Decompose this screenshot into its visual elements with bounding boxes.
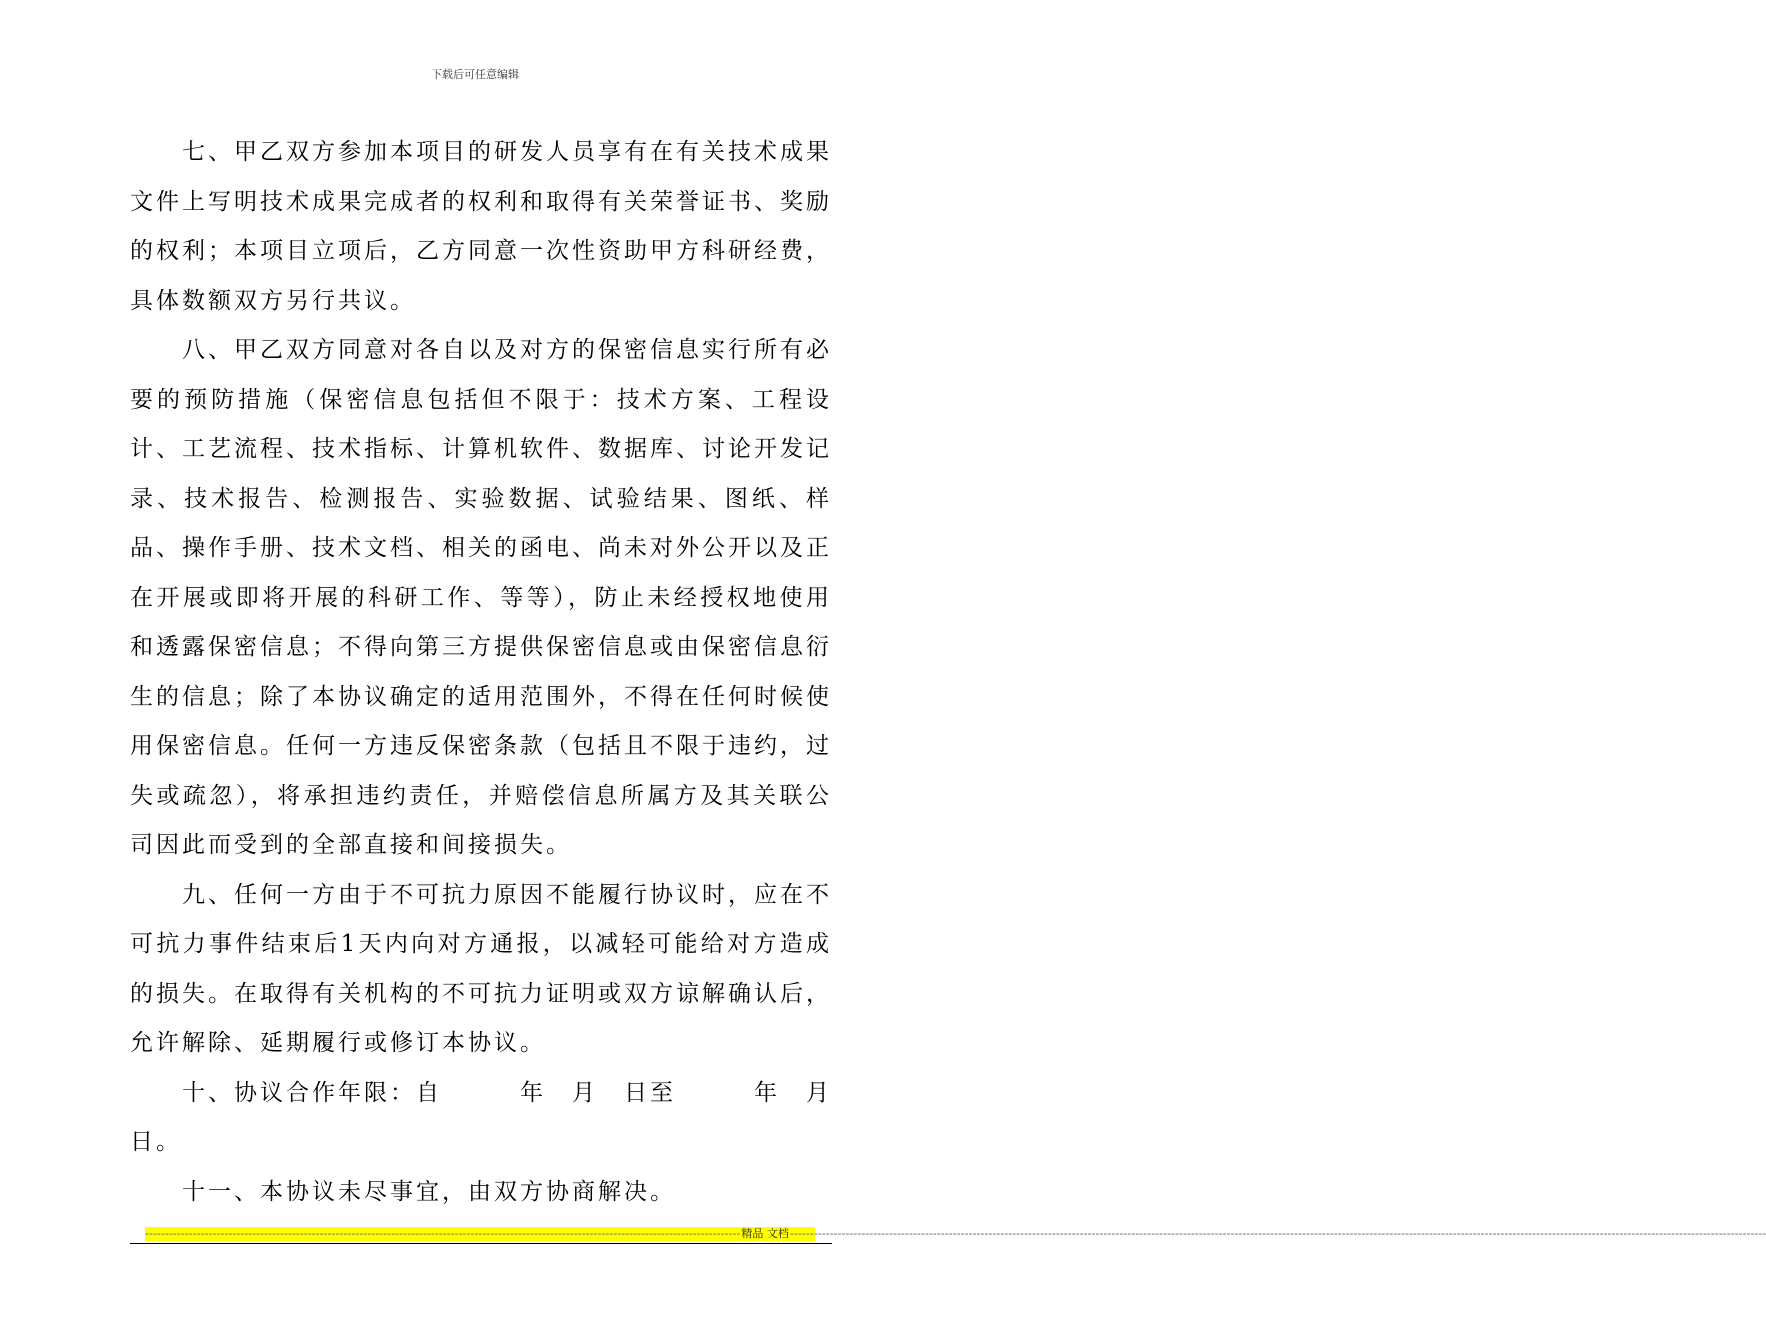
- footer-watermark-band: [145, 1227, 1766, 1241]
- clause-7-paragraph: 七、甲乙双方参加本项目的研发人员享有在有关技术成果文件上写明技术成果完成者的权利和取得有关荣誉证书、奖励的权利；本项目立项后，乙方同意一次性资助甲方科研经费，具体数额双方另行共议。: [130, 139, 832, 314]
- page-header-note: 下载后可任意编辑: [431, 68, 519, 81]
- clause-10-paragraph: 十、协议合作年限：自 年 月 日至 年 月日。: [130, 1079, 832, 1155]
- footer-divider-line: [130, 1243, 832, 1244]
- clause-8-paragraph: 八、甲乙双方同意对各自以及对方的保密信息实行所有必要的预防措施（保密信息包括但不限于：技术方案、工程设计、工艺流程、技术指标、计算机软件、数据库、讨论开发记录、技术报告、检测报告、实验数据、试验结果、图纸、样品、操作手册、技术文档、相关的函电、尚未对外公开以及正在开展或即将开展的科研工作、等等），防止未经授权地使用和透露保密信息；不得向第三方提供保密信息或由保密信息衍生的信息；除了本协议确定的适用范围外，不得在任何时候使用保密信息。任何一方违反保密条款（包括且不限于违约，过失或疏忽），将承担违约责任，并赔偿信息所属方及其关联公司因此而受到的全部直接和间接损失。: [130, 337, 832, 858]
- footer-dash-right: ------------------------------------------------------------------------------------------------------------------------------------------------------------------------------------------------------------------------------------------------------: [789, 1227, 1766, 1240]
- clause-11-paragraph: 十一、本协议未尽事宜，由双方协商解决。: [182, 1178, 676, 1205]
- document-body: [130, 128, 832, 1217]
- footer-label: 精品 文档: [741, 1227, 789, 1240]
- footer-dash-left: ------------------------------------------------------------------------------------------------------------------------------------------------------: [145, 1227, 741, 1240]
- clause-9-paragraph: 九、任何一方由于不可抗力原因不能履行协议时，应在不可抗力事件结束后1天内向对方通报，以减轻可能给对方造成的损失。在取得有关机构的不可抗力证明或双方谅解确认后，允许解除、延期履行或修订本协议。: [130, 881, 832, 1056]
